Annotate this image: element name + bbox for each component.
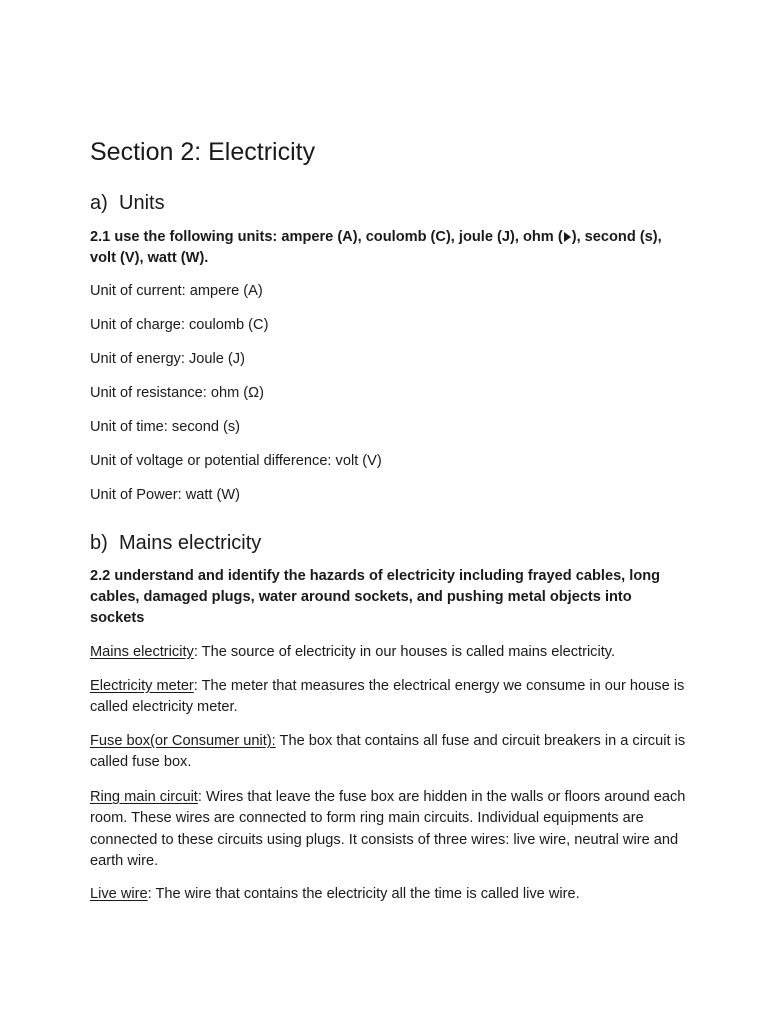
unit-line-charge: Unit of charge: coulomb (C) bbox=[90, 317, 269, 333]
units-heading-text: Units bbox=[119, 192, 165, 214]
definition-mains-electricity bbox=[90, 642, 686, 663]
units-objective bbox=[90, 227, 686, 269]
definition-text: : The wire that contains the electricity all the time is called live wire. bbox=[147, 886, 580, 902]
definition-fuse-box bbox=[90, 731, 686, 774]
definition-term: Mains electricity bbox=[90, 644, 194, 660]
definition-ring-main-circuit bbox=[90, 787, 686, 872]
definition-term: Live wire bbox=[90, 886, 148, 902]
unit-line-current: Unit of current: ampere (A) bbox=[90, 283, 263, 299]
units-objective-text-end: ), second (s), volt (V), watt (W). bbox=[90, 229, 662, 266]
unit-line-energy: Unit of energy: Joule (J) bbox=[90, 351, 245, 367]
mains-heading-label: b) bbox=[90, 532, 108, 554]
unit-line-time: Unit of time: second (s) bbox=[90, 419, 241, 435]
ohm-symbol-arrow-icon bbox=[564, 232, 571, 242]
definition-live-wire bbox=[90, 884, 686, 905]
definition-text: : Wires that leave the fuse box are hidden in the walls or floors around each room. These wires are connected to form ring main circuits. Individual equipments are connected to these circuits using plugs. It consists of three wires: live wire, neutral wire and earth wire. bbox=[90, 789, 686, 869]
mains-heading bbox=[90, 531, 261, 555]
definition-text: : The source of electricity in our houses is called mains electricity. bbox=[193, 644, 616, 660]
units-objective-text-start: 2.1 use the following units: ampere (A), coulomb (C), joule (J), ohm ( bbox=[90, 229, 563, 245]
mains-heading-text: Mains electricity bbox=[119, 532, 262, 554]
mains-objective: 2.2 understand and identify the hazards of electricity including frayed cables, long cables, damaged plugs, water around sockets, and pushing metal objects into sockets bbox=[90, 568, 661, 626]
definition-term: Fuse box(or Consumer unit): bbox=[90, 733, 276, 749]
section-title: Section 2: Electricity bbox=[90, 138, 316, 166]
definition-text: : The meter that measures the electrical energy we consume in our house is called electricity meter. bbox=[90, 678, 685, 716]
definition-term: Ring main circuit bbox=[90, 789, 198, 805]
units-heading-label: a) bbox=[90, 192, 108, 214]
definition-electricity-meter bbox=[90, 676, 686, 719]
units-heading bbox=[90, 191, 165, 215]
unit-line-voltage: Unit of voltage or potential difference: volt (V) bbox=[90, 453, 382, 469]
unit-line-resistance: Unit of resistance: ohm (Ω) bbox=[90, 385, 264, 401]
definition-term: Electricity meter bbox=[90, 678, 194, 694]
unit-line-power: Unit of Power: watt (W) bbox=[90, 487, 241, 503]
definition-text: The box that contains all fuse and circuit breakers in a circuit is called fuse box. bbox=[90, 733, 686, 771]
